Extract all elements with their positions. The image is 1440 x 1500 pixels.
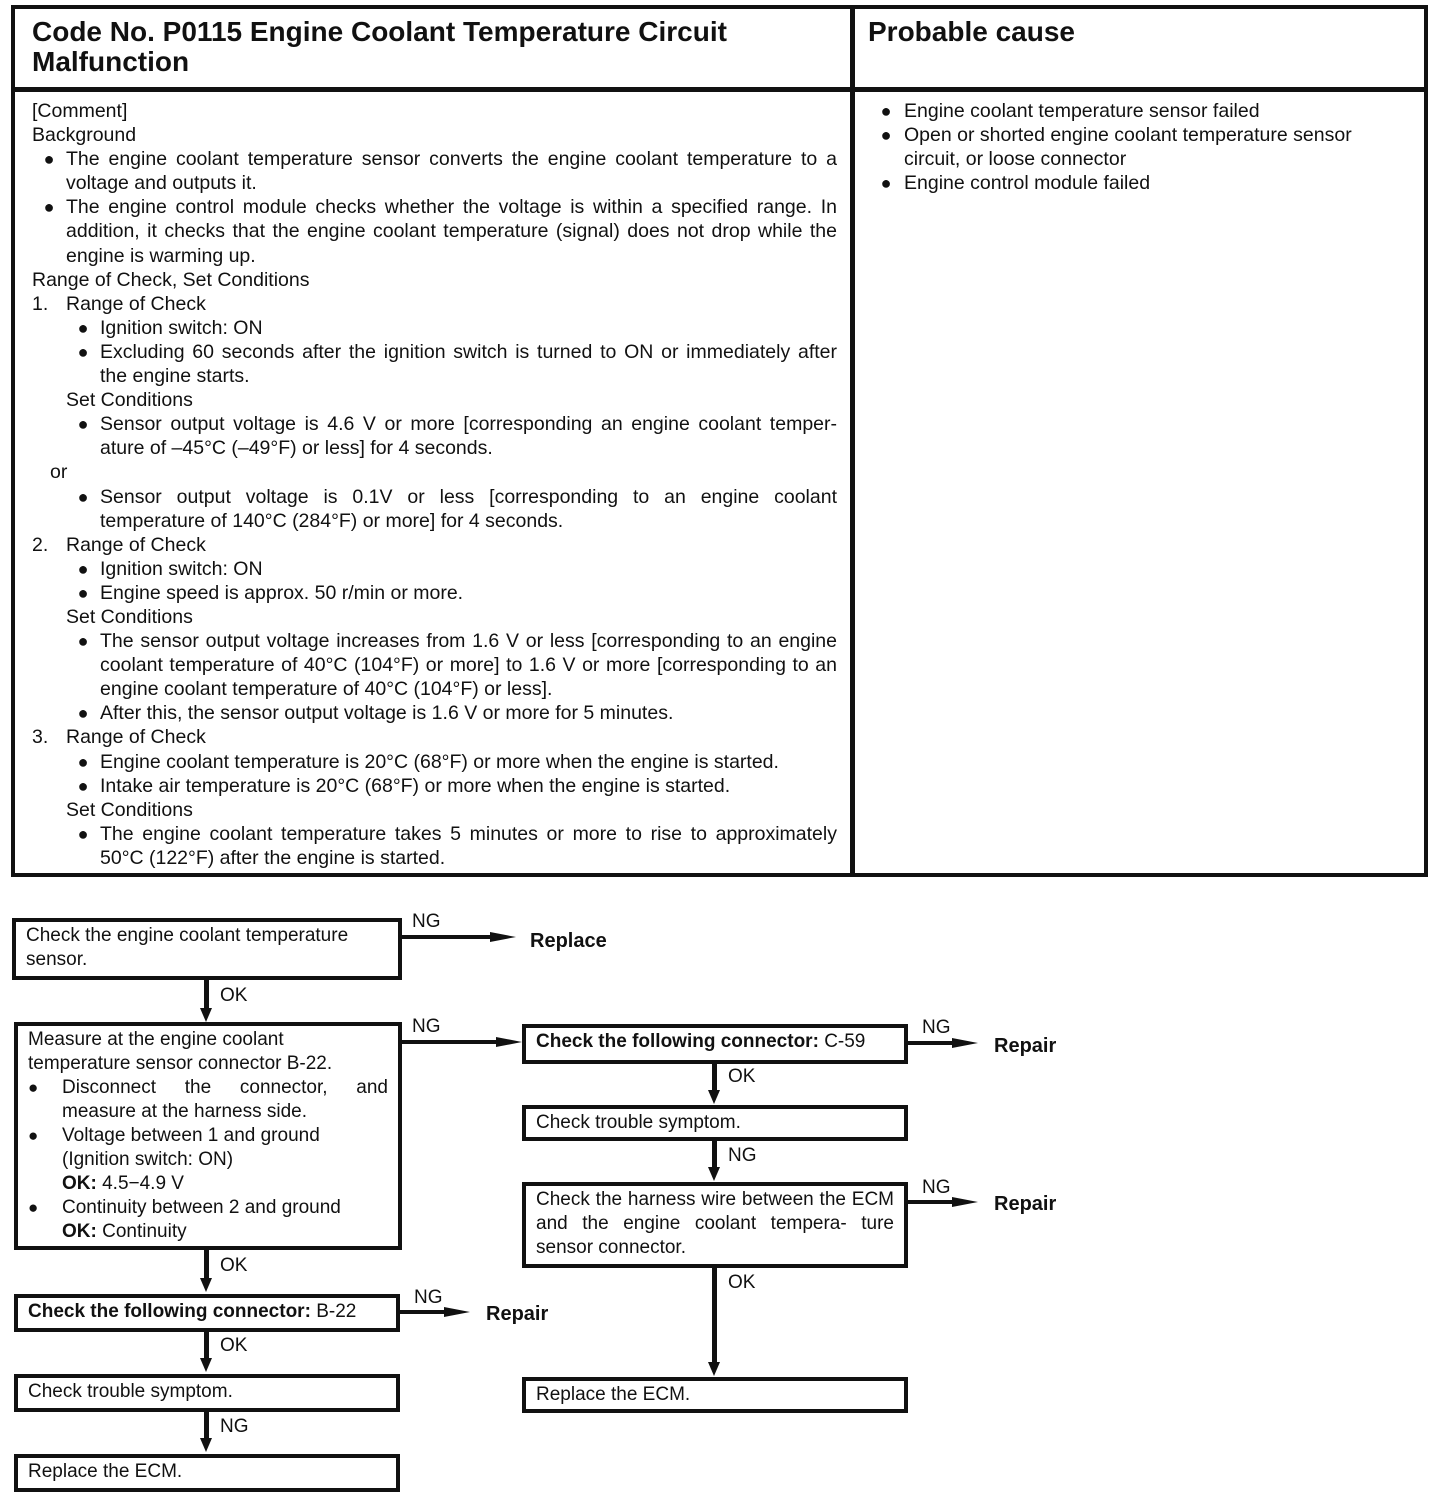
list-item: ● Sensor output voltage is 4.6 V or more [corresponding an engine coolant temper- ature of –45°C (–49°F) or less] for 4 seconds.: [66, 412, 837, 460]
bullet-icon: ●: [77, 341, 89, 362]
list-item: ● The engine control module checks whether the voltage is within a specified range. In addition, it checks that the engine coolant temperature (signal) does not drop while the engine is warming up.: [32, 195, 837, 267]
connector-line: [204, 1412, 209, 1440]
list-item: ● Open or shorted engine coolant temperature sensor circuit, or loose connector: [868, 123, 1408, 171]
list-item: ● Ignition switch: ON: [66, 557, 837, 581]
bullet-icon: ●: [77, 414, 89, 435]
list-item: ● Intake air temperature is 20°C (68°F) or more when the engine is started.: [66, 774, 837, 798]
arrow-right-icon: [490, 932, 516, 942]
or-label: or: [50, 461, 68, 484]
probable-cause-list: [868, 99, 1408, 195]
list-item: ● The sensor output voltage increases from 1.6 V or less [corresponding to an engine coolant temperature of 40°C (104°F) or more] to 1.6 V or more [corresponding to an engine coolant temperature of 40°C (104°F) or less].: [66, 629, 837, 701]
arrow-down-icon: [200, 1438, 212, 1452]
replace-ecm-box-2: Replace the ECM.: [522, 1377, 908, 1413]
list-item: ● Engine coolant temperature is 20°C (68°F) or more when the engine is started.: [66, 750, 837, 774]
arrow-down-icon: [708, 1090, 720, 1104]
repair-result: Repair: [994, 1035, 1057, 1057]
ok-label: OK: [728, 1066, 756, 1087]
bullet-icon: ●: [880, 173, 892, 194]
bullet-icon: ●: [77, 631, 89, 652]
replace-result: Replace: [530, 930, 607, 952]
connector-line: [712, 1141, 717, 1169]
ng-label: NG: [922, 1177, 951, 1198]
connector-line: [908, 1041, 956, 1045]
check-1: 1. Range of Check: [32, 292, 206, 315]
ng-label: NG: [414, 1287, 443, 1308]
comment-section: [32, 99, 837, 870]
arrow-down-icon: [708, 1362, 720, 1376]
bullet-icon: ●: [77, 703, 89, 724]
check-harness-wire-box: Check the harness wire between the ECM and the engine coolant tempera- ture sensor connector.: [522, 1182, 908, 1268]
list-item: ● The engine coolant temperature takes 5 minutes or more to rise to approximately 50°C (122°F) after the engine is started.: [66, 822, 837, 870]
background-label: Background: [32, 124, 137, 147]
ng-label: NG: [412, 1016, 441, 1037]
list-item: ● Voltage between 1 and ground (Ignition switch: ON) OK: 4.5−4.9 V: [28, 1125, 320, 1194]
connector-line: [712, 1268, 717, 1364]
replace-ecm-box: Replace the ECM.: [14, 1454, 400, 1492]
header-divider: [15, 87, 1424, 92]
check-connector-b22-box: Check the following connector: B-22: [14, 1294, 400, 1332]
arrow-right-icon: [444, 1307, 470, 1317]
column-divider: [850, 9, 855, 873]
arrow-down-icon: [200, 1278, 212, 1292]
arrow-right-icon: [952, 1197, 978, 1207]
connector-line: [204, 1332, 209, 1360]
check-trouble-symptom-box: Check trouble symptom.: [14, 1374, 400, 1412]
ng-label: NG: [728, 1145, 757, 1166]
bullet-icon: ●: [880, 101, 892, 121]
arrow-down-icon: [708, 1167, 720, 1181]
list-item: ● Engine control module failed: [868, 171, 1408, 195]
connector-line: [204, 980, 209, 1010]
bullet-icon: ●: [28, 1126, 39, 1145]
check-trouble-symptom-box-2: Check trouble symptom.: [522, 1105, 908, 1141]
set-conditions-label: Set Conditions: [66, 389, 193, 412]
check-connector-c59-box: Check the following connector: C-59: [522, 1024, 908, 1064]
list-item: ● Continuity between 2 and ground OK: Continuity: [28, 1197, 341, 1242]
list-item: ● After this, the sensor output voltage is 1.6 V or more for 5 minutes.: [66, 701, 837, 725]
bullet-icon: ●: [77, 558, 89, 579]
bullet-icon: ●: [43, 149, 55, 170]
bullet-icon: ●: [28, 1078, 39, 1097]
code-title: Code No. P0115 Engine Coolant Temperature Circuit Malfunction: [32, 16, 727, 77]
bullet-icon: ●: [77, 486, 89, 507]
connector-line: [400, 1310, 448, 1314]
set-conditions-label: Set Conditions: [66, 798, 193, 821]
measure-connector-box: Measure at the engine coolant temperature sensor connector B-22. ● Disconnect the connector, and measure at the harness side. ● Voltage between 1 and ground (Ignition switch: ON) OK: 4.5−4.9 V ● Continuity between 2 and ground OK: Continuity: [14, 1022, 402, 1250]
ng-label: NG: [220, 1416, 249, 1437]
connector-line: [908, 1200, 956, 1204]
bullet-icon: ●: [77, 823, 89, 844]
check-sensor-box: Check the engine coolant temperature sensor.: [12, 918, 402, 980]
arrow-down-icon: [200, 1008, 212, 1022]
check-2: 2. Range of Check: [32, 533, 206, 556]
bullet-icon: ●: [43, 197, 55, 218]
arrow-right-icon: [496, 1037, 522, 1047]
bullet-icon: ●: [77, 317, 89, 338]
arrow-right-icon: [952, 1038, 978, 1048]
arrow-down-icon: [200, 1358, 212, 1372]
list-item: ● Ignition switch: ON: [66, 316, 837, 340]
bullet-icon: ●: [77, 775, 89, 796]
list-item: ● Disconnect the connector, and measure at the harness side.: [28, 1077, 388, 1122]
bullet-icon: ●: [77, 751, 89, 772]
list-item: ● Sensor output voltage is 0.1V or less [corresponding to an engine coolant temperature of 140°C (284°F) or more] for 4 seconds.: [66, 485, 837, 533]
ok-label: OK: [220, 1255, 248, 1276]
bullet-icon: ●: [77, 582, 89, 603]
list-item: ● The engine coolant temperature sensor converts the engine coolant temperature to a voltage and outputs it.: [32, 147, 837, 195]
diagnosis-table: [11, 5, 1428, 877]
ok-label: OK: [728, 1272, 756, 1293]
connector-line: [204, 1250, 209, 1280]
range-set-label: Range of Check, Set Conditions: [32, 268, 310, 291]
ok-label: OK: [220, 1335, 248, 1356]
connector-line: [402, 1040, 500, 1044]
ng-label: NG: [412, 911, 441, 932]
ok-label: OK: [220, 985, 248, 1006]
ng-label: NG: [922, 1017, 951, 1038]
set-conditions-label: Set Conditions: [66, 605, 193, 628]
comment-label: [Comment]: [32, 100, 128, 122]
check-3: 3. Range of Check: [32, 726, 206, 749]
probable-cause-title: Probable cause: [868, 16, 1075, 47]
repair-result: Repair: [994, 1193, 1057, 1215]
bullet-icon: ●: [28, 1198, 39, 1217]
repair-result: Repair: [486, 1303, 549, 1325]
connector-line: [712, 1064, 717, 1092]
connector-line: [402, 935, 494, 939]
list-item: ● Engine coolant temperature sensor failed: [868, 99, 1408, 123]
list-item: ● Excluding 60 seconds after the ignition switch is turned to ON or immediately after the engine starts.: [66, 340, 837, 388]
bullet-icon: ●: [880, 125, 892, 146]
list-item: ● Engine speed is approx. 50 r/min or more.: [66, 581, 837, 605]
